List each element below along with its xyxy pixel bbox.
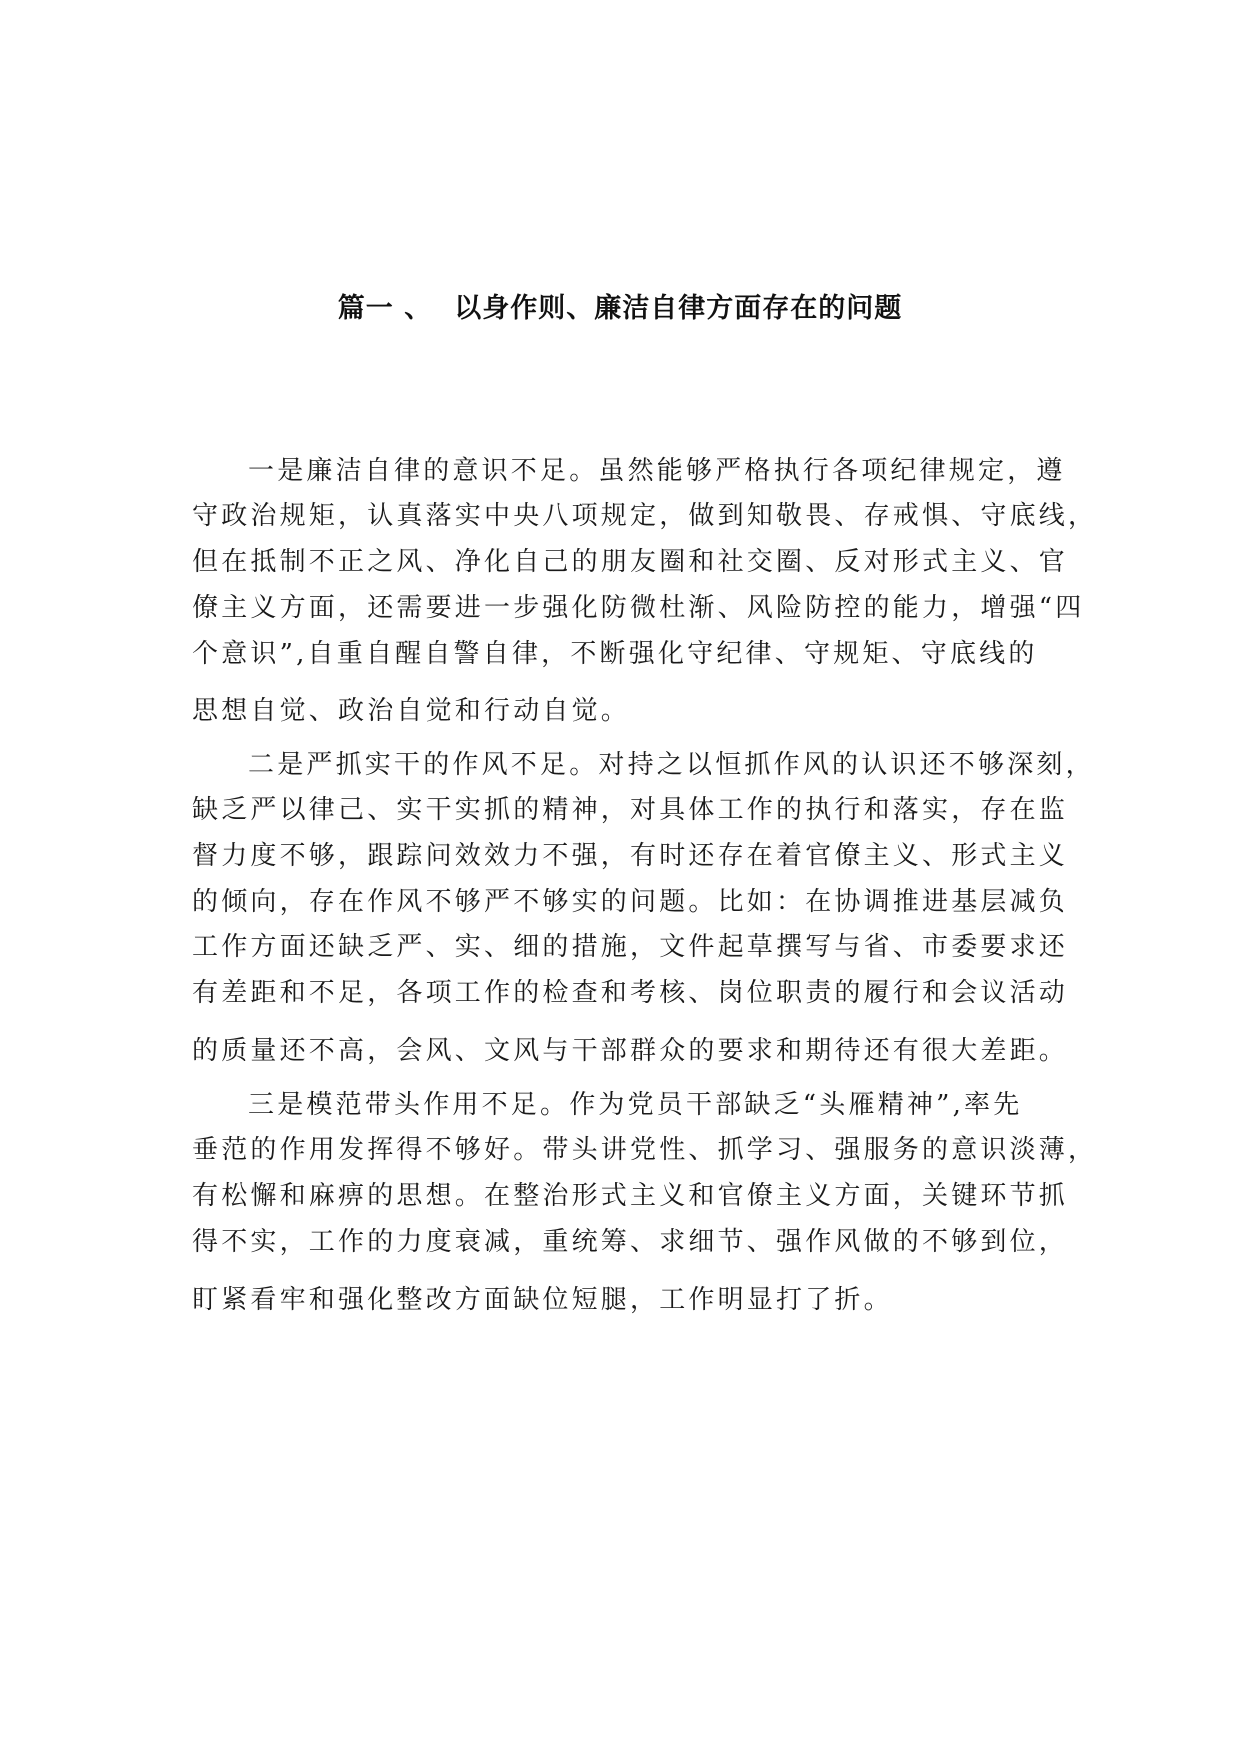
paragraph-line: 盯紧看牢和强化整改方面缺位短腿，工作明显打了折。	[192, 1285, 893, 1315]
paragraph-line: 思想自觉、政治自觉和行动自觉。	[192, 696, 631, 726]
title-text: 以身作则、廉洁自律方面存在的问题	[454, 293, 903, 324]
paragraph-line: 二是严抓实干的作风不足。对持之以恒抓作风的认识还不够深刻，	[248, 750, 1095, 780]
paragraph-line: 有松懈和麻痹的思想。在整治形式主义和官僚主义方面，关键环节抓	[192, 1181, 1069, 1211]
paragraph-line: 工作方面还缺乏严、实、细的措施，文件起草撰写与省、市委要求还	[192, 932, 1069, 962]
paragraph-line: 督力度不够，跟踪问效效力不强，有时还存在着官僚主义、形式主义	[192, 841, 1069, 871]
paragraph-line: 有差距和不足，各项工作的检查和考核、岗位职责的履行和会议活动	[192, 978, 1069, 1008]
paragraph-line: 三是模范带头作用不足。作为党员干部缺乏“头雁精神”,率先	[248, 1090, 1023, 1120]
document-title	[0, 286, 1240, 325]
paragraph-line: 个意识”,自重自醒自警自律，不断强化守纪律、守规矩、守底线的	[192, 639, 1038, 669]
paragraph-line: 垂范的作用发挥得不够好。带头讲党性、抓学习、强服务的意识淡薄，	[192, 1135, 1098, 1165]
title-prefix: 篇一 、	[337, 293, 433, 324]
paragraph-line: 一是廉洁自律的意识不足。虽然能够严格执行各项纪律规定，遵	[248, 456, 1066, 486]
paragraph-line: 的倾向，存在作风不够严不够实的问题。比如：在协调推进基层减负	[192, 887, 1069, 917]
paragraph-line: 得不实，工作的力度衰减，重统筹、求细节、强作风做的不够到位，	[192, 1227, 1069, 1257]
paragraph-line: 缺乏严以律己、实干实抓的精神，对具体工作的执行和落实，存在监	[192, 795, 1069, 825]
paragraph-line: 的质量还不高，会风、文风与干部群众的要求和期待还有很大差距。	[192, 1036, 1069, 1066]
paragraph-line: 但在抵制不正之风、净化自己的朋友圈和社交圈、反对形式主义、官	[192, 547, 1069, 577]
paragraph-line: 守政治规矩，认真落实中央八项规定，做到知敬畏、存戒惧、守底线，	[192, 501, 1098, 531]
paragraph-line: 僚主义方面，还需要进一步强化防微杜渐、风险防控的能力，增强“四	[192, 593, 1085, 623]
